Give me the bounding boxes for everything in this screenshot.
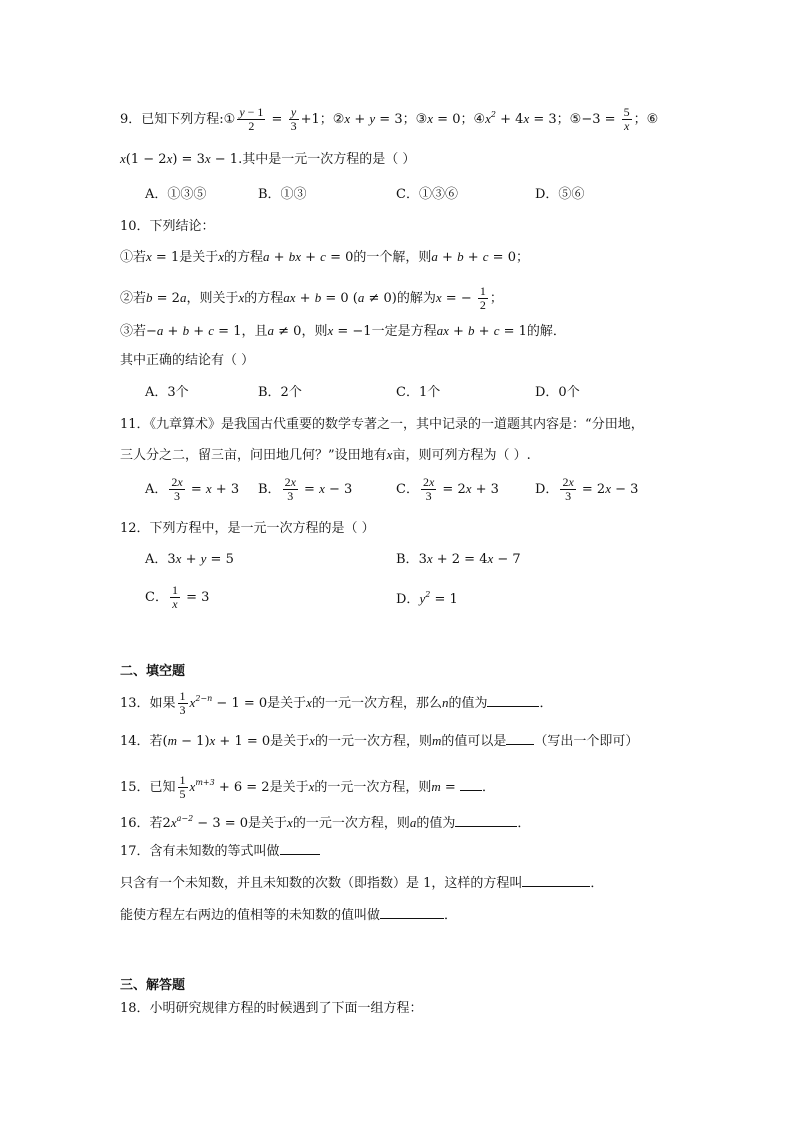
q14-answer-blank[interactable] xyxy=(506,732,534,745)
q16: 16．若$2x^{a-2} - 3 = 0$是关于x的一元一次方程，则a的值为 ． xyxy=(120,814,531,831)
q15-answer-blank[interactable] xyxy=(460,778,482,791)
q11-option-b: B． $\frac{2x}{3}$ = x − 3 xyxy=(258,475,353,503)
q9-item6: ⑥ xyxy=(646,112,659,127)
section-fill-in-title: 二、填空题 xyxy=(120,664,186,679)
q9-option-d: D．⑤⑥ xyxy=(535,187,585,202)
q12-option-d: D．$y^2 = 1$ xyxy=(396,590,458,607)
q17-line2: 只含有一个未知数，并且未知数的次数（即指数）是 1，这样的方程叫 ． xyxy=(120,876,604,891)
q16-answer-blank[interactable] xyxy=(455,814,517,827)
q17-answer-blank-3[interactable] xyxy=(380,906,444,919)
section-answer-title: 三、解答题 xyxy=(120,978,186,993)
q9-item5: ⑤ xyxy=(569,112,582,127)
q9-item4: ④ xyxy=(473,112,486,127)
q9-prefix: 9．已知下列方程: xyxy=(120,112,224,127)
q9-option-c: C．①③⑥ xyxy=(396,187,458,202)
q10-title: 10．下列结论： xyxy=(120,219,215,234)
q17-answer-blank-1[interactable] xyxy=(280,842,320,855)
q10-statement1: ①若x = 1是关于x的方程a + bx + c = 0的一个解，则a + b + c = 0； xyxy=(120,249,529,265)
q11-line2: 三人分之二，留三亩，问田地几何？”设田地有x亩，则可列方程为（ ）. xyxy=(120,447,531,463)
q10-option-b: B．2个 xyxy=(258,385,302,400)
q14: 14．若(m − 1)x + 1 = 0是关于x的一元一次方程，则m的值可以是 （写出一个即可） xyxy=(120,733,639,749)
q9-item2: ② xyxy=(332,112,345,127)
q11-option-a: A． $\frac{2x}{3}$ = x + 3 xyxy=(145,475,240,503)
q11-option-d: D． $\frac{2x}{3}$ = 2x − 3 xyxy=(535,475,639,503)
q17-line1: 17．含有未知数的等式叫做 xyxy=(120,842,320,861)
q12-option-c: C． $\frac{1}{x}$ = 3 xyxy=(145,583,210,611)
q9-item3: ③ xyxy=(415,112,428,127)
q17-answer-blank-2[interactable] xyxy=(522,874,590,887)
q9-line1: 9．已知下列方程:① $\frac{y - 1}{2}$ = $\frac{y}{3}$ +1；②x + y = 3；③x = 0；$④x^2 + 4x = 3$；⑤−3 = $\frac{5}{x}$ ；⑥ xyxy=(120,105,659,133)
q9-option-b: B．①③ xyxy=(258,187,307,202)
q10-statement3: ③若−a + b + c = 1，且a ≠ 0，则x = −1一定是方程ax + b + c = 1的解． xyxy=(120,323,566,339)
q9-item1: ① xyxy=(223,112,236,127)
q11-option-c: C． $\frac{2x}{3}$ = 2x + 3 xyxy=(396,475,499,503)
q10-option-c: C．1个 xyxy=(396,385,441,400)
q9-option-a: A．①③⑤ xyxy=(145,187,207,202)
q17-line3: 能使方程左右两边的值相等的未知数的值叫做 ． xyxy=(120,908,458,923)
q9-line2: x(1 − 2x) = 3x − 1.其中是一元一次方程的是（ ） xyxy=(120,151,416,167)
q12-option-b: B．3x + 2 = 4x − 7 xyxy=(396,551,521,567)
q11-line1: 11．《九章算术》是我国古代重要的数学专著之一，其中记录的一道题其内容是：“分田地， xyxy=(120,417,644,432)
q13: 13．如果 $\frac{1}{3}$ $x^{2-n} - 1 = 0$是关于x的一元一次方程，那么n的值为 ． xyxy=(120,689,553,717)
q12-title: 12．下列方程中，是一元一次方程的是（ ） xyxy=(120,521,375,536)
q12-option-a: A．3x + y = 5 xyxy=(145,551,234,567)
q10-statement2: ②若b = 2a，则关于x的方程ax + b = 0 (a ≠ 0)的解为x = − $\frac{1}{2}$ ； xyxy=(120,284,503,312)
q10-option-d: D．0个 xyxy=(535,385,580,400)
q13-answer-blank[interactable] xyxy=(487,694,539,707)
q15: 15．已知 $\frac{1}{5}$ $x^{m+3} + 6 = 2$是关于x的一元一次方程，则m = ． xyxy=(120,773,495,801)
q10-option-a: A．3个 xyxy=(145,385,189,400)
q18: 18．小明研究规律方程的时候遇到了下面一组方程： xyxy=(120,1001,423,1016)
q10-ask: 其中正确的结论有（ ） xyxy=(120,353,255,368)
q9-tail: .其中是一元一次方程的是（ ） xyxy=(238,152,416,167)
